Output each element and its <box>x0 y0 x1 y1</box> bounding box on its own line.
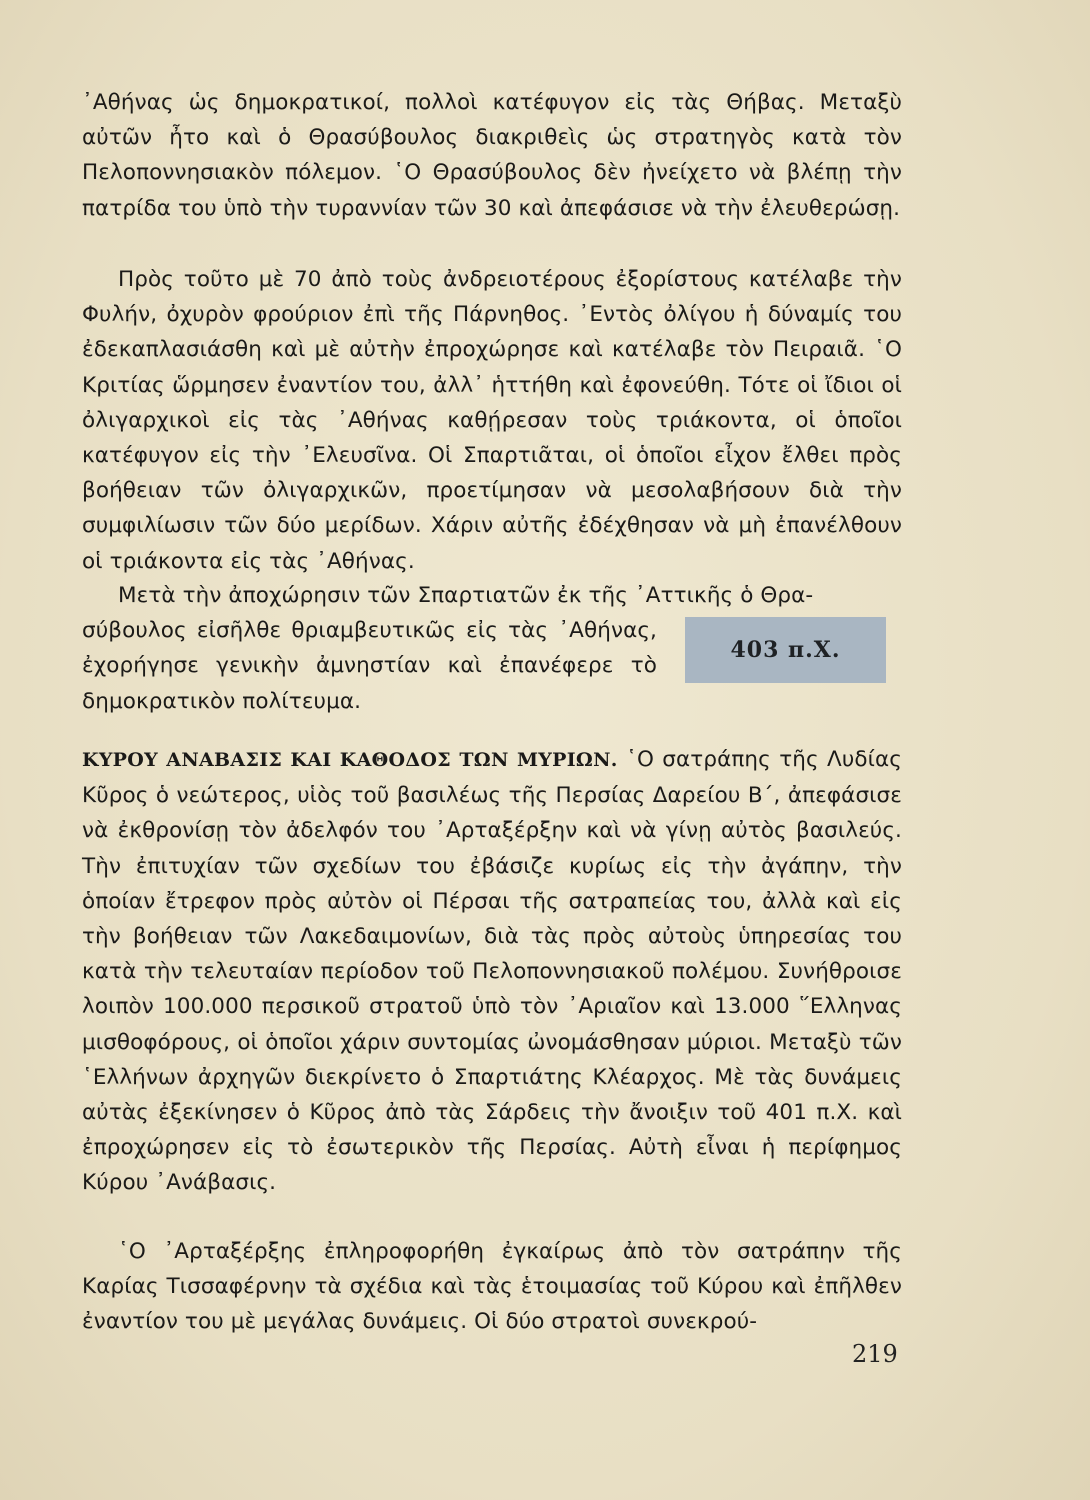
paragraph-2-text: Πρὸς τοῦτο μὲ 70 ἀπὸ τοὺς ἀνδρειοτέρους ἐξορίστους κατέλαβε τὴν Φυλήν, ὀχυρὸν φρούριον ἐπὶ τῆς Πάρνηθος. ᾽Εντὸς ὀλίγου ἡ δύναμίς του ἐδεκαπλασιάσθη καὶ μὲ αὐτὴν ἐπροχώρησε καὶ κατέλαβε τὸν Πειραιᾶ. ῾Ο Κριτίας ὥρμησεν ἐναντίον του, ἀλλ᾽ ἡττήθη καὶ ἐφονεύθη. Τότε οἱ ἴδιοι οἱ ὀλιγαρχικοὶ εἰς τὰς ᾽Αθήνας καθῄρεσαν τοὺς τριάκοντα, οἱ ὁποῖοι κατέφυγον εἰς τὴν ᾽Ελευσῖνα. Οἱ Σπαρτιᾶται, οἱ ὁποῖοι εἶχον ἔλθει πρὸς βοήθειαν τῶν ὀλιγαρχικῶν, προετίμησαν νὰ μεσολαβήσουν διὰ τὴν συμφιλίωσιν τῶν δύο μερίδων. Χάριν αὐτῆς ἐδέχθησαν νὰ μὴ ἐπανέλθουν οἱ τριάκοντα εἰς τὰς ᾽Αθήνας. <box>82 267 902 574</box>
paragraph-5 <box>82 1234 902 1340</box>
date-marginal-box: 403 π.Χ. <box>685 617 886 683</box>
section-heading: ΚΥΡΟΥ ΑΝΑΒΑΣΙΣ ΚΑΙ ΚΑΘΟΔΟΣ ΤΩΝ ΜΥΡΙΩΝ. <box>82 749 618 771</box>
page-number: 219 <box>852 1340 898 1368</box>
paragraph-1-text: ᾽Αθήνας ὡς δημοκρατικοί, πολλοὶ κατέφυγον εἰς τὰς Θήβας. Μεταξὺ αὐτῶν ἦτο καὶ ὁ Θρασύβουλος διακριθεὶς ὡς στρατηγὸς κατὰ τὸν Πελοποννησιακὸν πόλεμον. ῾Ο Θρασύβουλος δὲν ἠνείχετο νὰ βλέπῃ τὴν πατρίδα του ὑπὸ τὴν τυραννίαν τῶν 30 καὶ ἀπεφάσισε νὰ τὴν ἐλευθερώσῃ. <box>82 90 902 221</box>
paragraph-4 <box>82 742 902 1201</box>
paragraph-2 <box>82 262 902 579</box>
paragraph-1 <box>82 85 902 226</box>
paragraph-5-text: ῾Ο ᾽Αρταξέρξης ἐπληροφορήθη ἐγκαίρως ἀπὸ τὸν σατράπην τῆς Καρίας Τισσαφέρνην τὰ σχέδια καὶ τὰς ἑτοιμασίας τοῦ Κύρου καὶ ἐπῆλθεν ἐναντίον του μὲ μεγάλας δυνάμεις. Οἱ δύο στρατοὶ συνεκρού- <box>82 1239 902 1335</box>
paragraph-4-text: ῾Ο σατράπης τῆς Λυδίας Κῦρος ὁ νεώτερος, υἱὸς τοῦ βασιλέως τῆς Περσίας Δαρείου Β΄, ἀπεφάσισε νὰ ἐκθρονίσῃ τὸν ἀδελφόν του ᾽Αρταξέρξην καὶ νὰ γίνῃ αὐτὸς βασιλεύς. Τὴν ἐπιτυχίαν τῶν σχεδίων του ἐβάσιζε κυρίως εἰς τὴν ἀγάπην, τὴν ὁποίαν ἔτρεφον πρὸς αὐτὸν οἱ Πέρσαι τῆς σατραπείας του, ἀλλὰ καὶ εἰς τὴν βοήθειαν τῶν Λακεδαιμονίων, διὰ τὰς πρὸς αὐτοὺς ὑπηρεσίας του κατὰ τὴν τελευταίαν περίοδον τοῦ Πελοποννησιακοῦ πολέμου. Συνήθροισε λοιπὸν 100.000 περσικοῦ στρατοῦ ὑπὸ τὸν ᾽Αριαῖον καὶ 13.000 ῞Ελληνας μισθοφόρους, οἱ ὁποῖοι χάριν συντομίας ὠνομάσθησαν μύριοι. Μεταξὺ τῶν ῾Ελλήνων ἀρχηγῶν διεκρίνετο ὁ Σπαρτιάτης Κλέαρχος. Μὲ τὰς δυνάμεις αὐτὰς ἐξεκίνησεν ὁ Κῦρος ἀπὸ τὰς Σάρδεις τὴν ἄνοιξιν τοῦ 401 π.Χ. καὶ ἐπροχώρησεν εἰς τὸ ἐσωτερικὸν τῆς Περσίας. Αὐτὴ εἶναι ἡ περίφημος Κύρου ᾽Ανάβασις. <box>82 747 903 1196</box>
paragraph-3-first-line: Μετὰ τὴν ἀποχώρησιν τῶν Σπαρτιατῶν ἐκ τῆς ᾽Αττικῆς ὁ Θρα- <box>118 583 814 608</box>
paragraph-3-text: σύβουλος εἰσῆλθε θριαμβευτικῶς εἰς τὰς ᾽Αθήνας, ἐχορήγησε γενικὴν ἀμνηστίαν καὶ ἐπανέφερε τὸ δημοκρατικὸν πολίτευμα. <box>82 618 657 714</box>
